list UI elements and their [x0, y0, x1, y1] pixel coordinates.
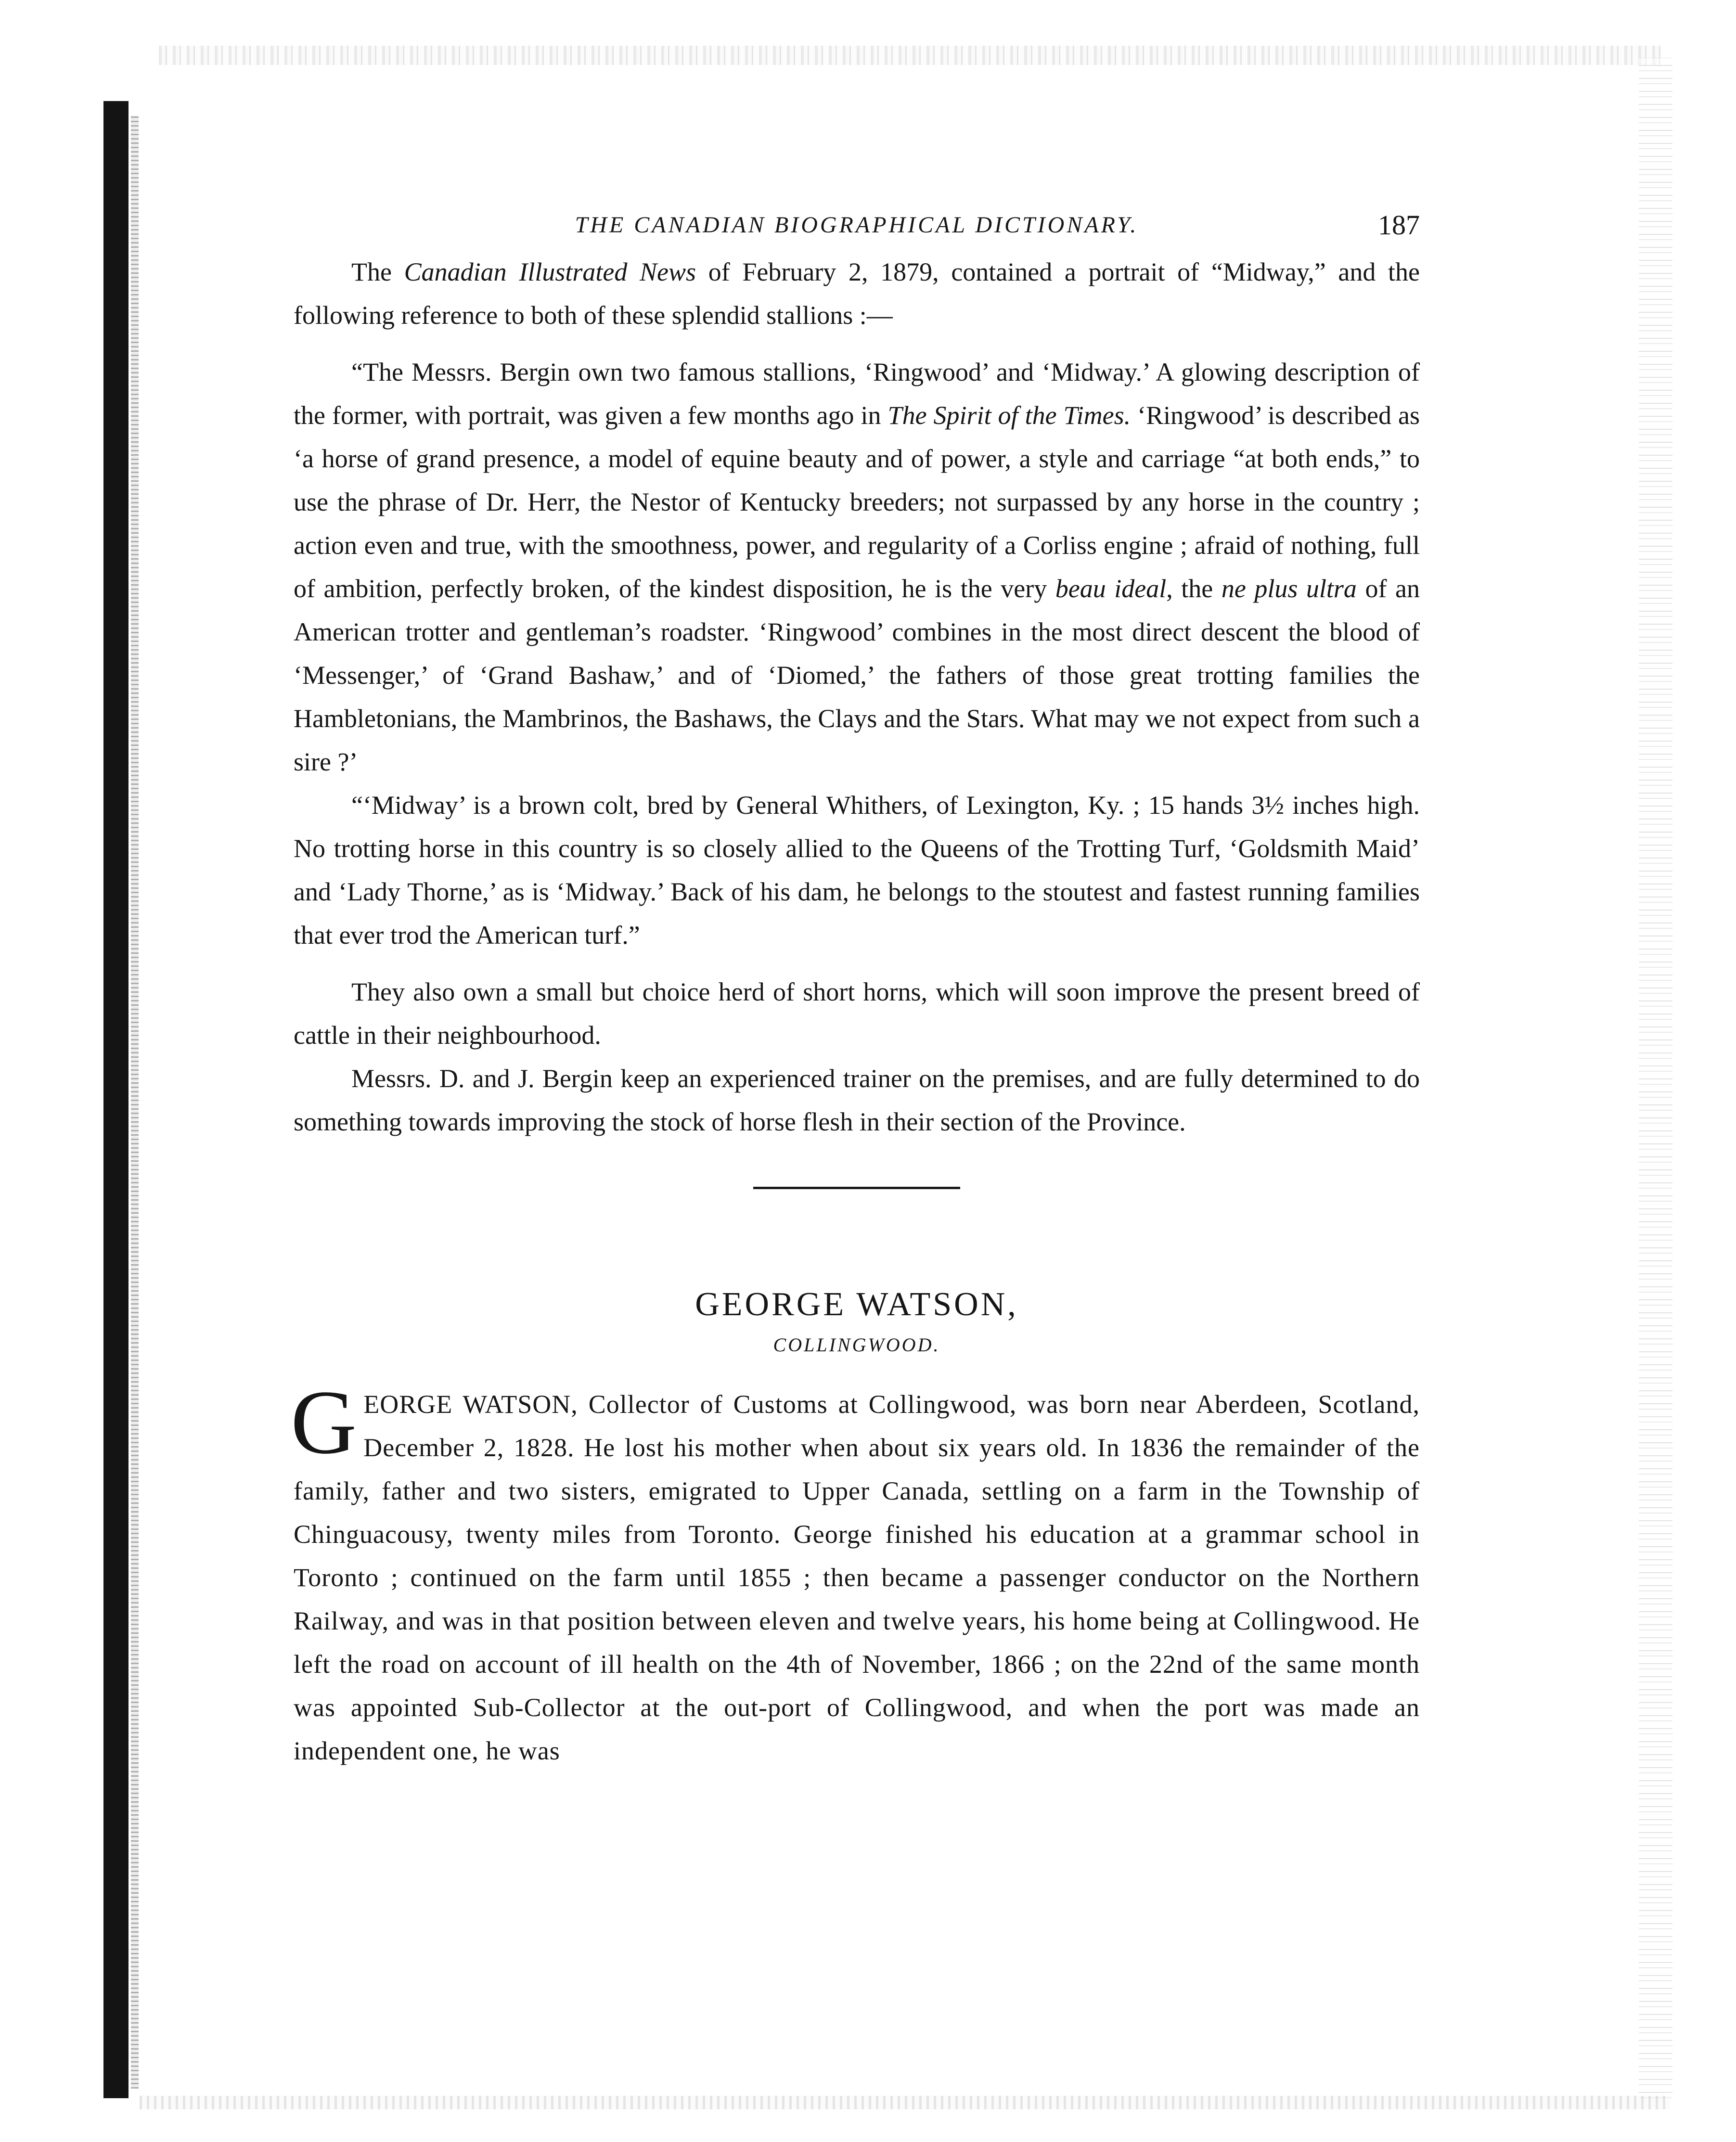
binding-edge — [131, 115, 139, 2089]
page-content — [291, 209, 1420, 1772]
page-edge-right — [1639, 58, 1672, 2098]
binding-shadow — [103, 101, 129, 2098]
watson-paragraph-1 — [291, 1372, 1420, 1772]
text-run: The — [351, 257, 404, 286]
text-run: , the — [1166, 574, 1222, 603]
bergin-paragraph-1 — [294, 250, 1420, 337]
italic-text-run: ne plus ultra — [1221, 574, 1357, 603]
running-title: THE CANADIAN BIOGRAPHICAL DICTIONARY. — [575, 212, 1139, 238]
text-run: of February 2, 1879, contained a portrait of “Midway,” and the following reference to both of these splendid stallions :— — [294, 257, 1420, 330]
italic-text-run: The Spirit of the Times. — [887, 401, 1131, 430]
page-number: 187 — [1378, 209, 1420, 241]
bergin-paragraph-5: Messrs. D. and J. Bergin keep an experienced trainer on the premises, and are fully determined to do something towards improving the stock of horse flesh in their section of the Province. — [294, 1064, 1420, 1136]
text-run: of an American trotter and gentleman’s roadster. ‘Ringwood’ combines in the most direct descent the blood of ‘Messenger,’ of ‘Grand Bashaw,’ and of ‘Diomed,’ the fathers of those great trotting families the Hambletonians, the Mambrinos, the Bashaws, the Clays and the Stars. What may we not expect from such a sire ?’ — [294, 574, 1420, 776]
text-run: “The Messrs. Bergin own two famous stallions, ‘Ringwood’ and ‘Midway.’ A glowing description of the former, with portrait, was given a few months ago in — [294, 358, 1420, 430]
page-edge-top — [159, 46, 1660, 65]
section-divider — [753, 1187, 960, 1189]
paragraph-gap — [294, 957, 1420, 970]
bergin-paragraph-3: “‘Midway’ is a brown colt, bred by General Whithers, of Lexington, Ky. ; 15 hands 3½ inches high. No trotting horse in this country is so closely allied to the Queens of the Trotting Turf, ‘Goldsmith Maid’ and ‘Lady Thorne,’ as is ‘Midway.’ Back of his dam, he belongs to the stoutest and fastest running families that ever trod the American turf.” — [294, 791, 1420, 949]
section-title: GEORGE WATSON, — [695, 1286, 1018, 1323]
bergin-paragraph-2 — [294, 350, 1420, 783]
text-run: ‘Ringwood’ is described as ‘a horse of grand presence, a model of equine beauty and of power, a style and carriage “at both ends,” to use the phrase of Dr. Herr, the Nestor of Kentucky breeders; not surpassed by any horse in the country ; action even and true, with the smoothness, power, and regularity of a Corliss engine ; afraid of nothing, full of ambition, perfectly broken, of the kindest disposition, he is the very — [294, 401, 1420, 603]
running-head — [294, 209, 1420, 250]
italic-text-run: Canadian Illustrated News — [404, 257, 696, 286]
watson-paragraph-text: EORGE WATSON, Collector of Customs at Collingwood, was born near Aberdeen, Scotland, December 2, 1828. He lost his mother when about six years old. In 1836 the remainder of the family, father and two sisters, emigrated to Upper Canada, settling on a farm in the Township of Chinguacousy, twenty miles from Toronto. George finished his education at a grammar school in Toronto ; continued on the farm until 1855 ; then became a passenger conductor on the Northern Railway, and was in that position between eleven and twelve years, his home being at Collingwood. He left the road on account of ill health on the 4th of November, 1866 ; on the 22nd of the same month was appointed Sub-Collector at the out-port of Collingwood, and when the port was made an independent one, he was — [294, 1390, 1420, 1765]
italic-text-run: beau ideal — [1055, 574, 1167, 603]
page-edge-bottom — [140, 2096, 1670, 2109]
section-place: COLLINGWOOD. — [773, 1334, 940, 1356]
paragraph-gap — [294, 337, 1420, 350]
drop-cap: G — [291, 1372, 357, 1473]
bergin-paragraph-4: They also own a small but choice herd of short horns, which will soon improve the present breed of cattle in their neighbourhood. — [294, 977, 1420, 1050]
